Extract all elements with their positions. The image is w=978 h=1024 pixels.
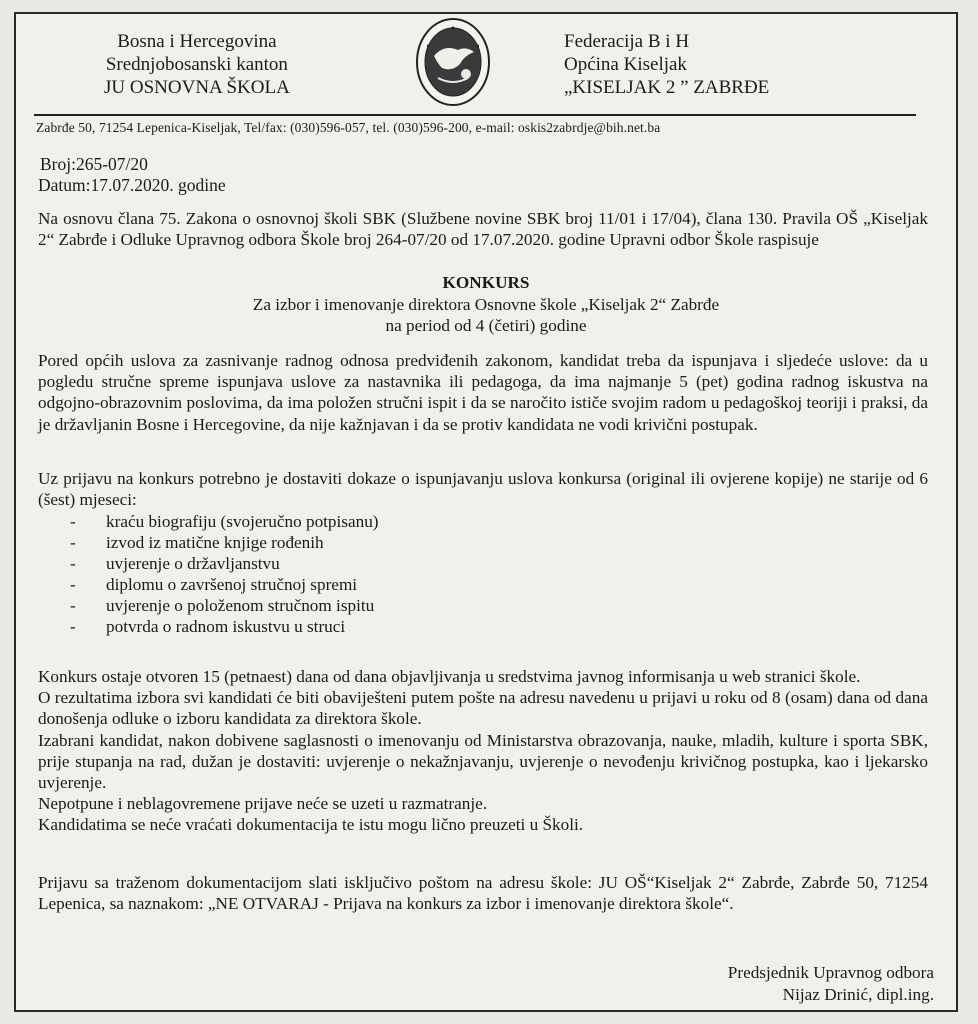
notice-subtitle: Za izbor i imenovanje direktora Osnovne škole „Kiseljak 2“ Zabrđe xyxy=(252,295,720,314)
dash-marker: - xyxy=(70,553,76,573)
reference-number: Broj:265-07/20 xyxy=(40,154,148,174)
list-item xyxy=(70,554,379,575)
documents-intro: Uz prijavu na konkurs potrebno je dostaviti dokaze o ispunjavanju uslova konkursa (original ili ovjerene kopije) ne starije od 6 (šest) mjeseci: xyxy=(38,469,928,510)
header-right-line: Općina Kiseljak xyxy=(564,54,687,75)
notice-title: KONKURS xyxy=(442,273,530,292)
notes-block xyxy=(38,666,928,836)
header-right xyxy=(564,30,769,99)
conditions-paragraph: Pored općih uslova za zasnivanje radnog odnosa predviđenih zakonom, kandidat treba da ispunjava i sljedeće uslove: da u pogledu stručne spreme ispunjava uslove za nastavnika ili pedagoga, da ima najmanje 5 (pet) godina radnog iskustva na odgojno-obrazovnim poslovima, da ima položen stručni ispit i da se naročito ističe svojim radom u pedagoškoj teoriji i praksi, da je državljanin Bosne i Hercegovine, da nije kažnjavan i da se protiv kandidata ne vodi krivični postupak. xyxy=(38,351,928,434)
note-paragraph: Izabrani kandidat, nakon dobivene saglasnosti o imenovanju od Ministarstva obrazovanja, nauke, mladih, kulture i sporta SBK, prije stupanja na rad, dužan je dostaviti: uvjerenje o nekažnjavanju, uvjerenje o nevođenju krivičnog postupka, kao i ljekarsko uvjerenje. xyxy=(38,730,928,793)
intro-paragraph: Na osnovu člana 75. Zakona o osnovnoj školi SBK (Službene novine SBK broj 11/01 i 17/04), člana 130. Pravila OŠ „Kiseljak 2“ Zabrđe i Odluke Upravnog odbora Škole broj 264-07/20 od 17.07.2020. godine Upravni odbor Škole raspisuje xyxy=(38,209,928,250)
school-seal-icon xyxy=(414,16,492,108)
header-left-line: JU OSNOVNA ŠKOLA xyxy=(104,77,290,98)
header-right-line: Federacija B i H xyxy=(564,31,690,52)
school-address: Zabrđe 50, 71254 Lepenica-Kiseljak, Tel/fax: (030)596-057, tel. (030)596-200, e-mail: oskis2zabrdje@bih.net.ba xyxy=(36,120,661,135)
list-item xyxy=(70,533,379,554)
list-item xyxy=(70,575,379,596)
signature-block xyxy=(728,962,934,1006)
note-paragraph: Nepotpune i neblagovremene prijave neće se uzeti u razmatranje. xyxy=(38,794,488,814)
list-item xyxy=(70,596,379,617)
list-item-text: diplomu o završenoj stručnoj spremi xyxy=(106,574,358,594)
note-paragraph: O rezultatima izbora svi kandidati će biti obaviješteni putem pošte na adresu navedenu u prijavi u roku od 8 (osam) dana od dana donošenja odluke o izboru kandidata za direktora škole. xyxy=(38,688,928,729)
signature-name: Nijaz Drinić, dipl.ing. xyxy=(782,985,934,1004)
dash-marker: - xyxy=(70,574,76,594)
dash-marker: - xyxy=(70,616,76,636)
list-item xyxy=(70,512,379,533)
list-item-text: uvjerenje o položenom stručnom ispitu xyxy=(106,595,375,615)
notice-period: na period od 4 (četiri) godine xyxy=(385,316,587,335)
note-paragraph: Kandidatima se neće vraćati dokumentacija te istu mogu lično preuzeti u Školi. xyxy=(38,815,584,835)
dash-marker: - xyxy=(70,532,76,552)
list-item-text: kraću biografiju (svojeručno potpisanu) xyxy=(106,512,379,531)
list-item-text: uvjerenje o državljanstvu xyxy=(106,553,280,573)
dash-marker: - xyxy=(70,595,76,615)
dash-marker: - xyxy=(70,512,76,531)
header-left xyxy=(104,30,290,99)
notice-sheet xyxy=(14,12,958,1012)
header-divider xyxy=(34,114,916,116)
reference-date: Datum:17.07.2020. godine xyxy=(38,175,226,195)
submission-paragraph: Prijavu sa traženom dokumentacijom slati isključivo poštom na adresu škole: JU OŠ“Kiseljak 2“ Zabrđe, Zabrđe 50, 71254 Lepenica, sa naznakom: „NE OTVARAJ - Prijava na konkurs za izbor i imenovanje direktora škole“. xyxy=(38,873,928,914)
signature-role: Predsjednik Upravnog odbora xyxy=(727,963,934,982)
list-item-text: izvod iz matične knjige rođenih xyxy=(106,532,324,552)
list-item xyxy=(70,617,379,638)
header-right-line: „KISELJAK 2 ” ZABRĐE xyxy=(564,77,770,98)
list-item-text: potvrda o radnom iskustvu u struci xyxy=(106,616,346,636)
note-paragraph: Konkurs ostaje otvoren 15 (petnaest) dana od dana objavljivanja u sredstvima javnog informisanja u web stranici škole. xyxy=(38,667,861,686)
header-left-line: Srednjobosanski kanton xyxy=(105,54,288,75)
header-left-line: Bosna i Hercegovina xyxy=(117,31,277,52)
documents-list xyxy=(70,512,379,637)
